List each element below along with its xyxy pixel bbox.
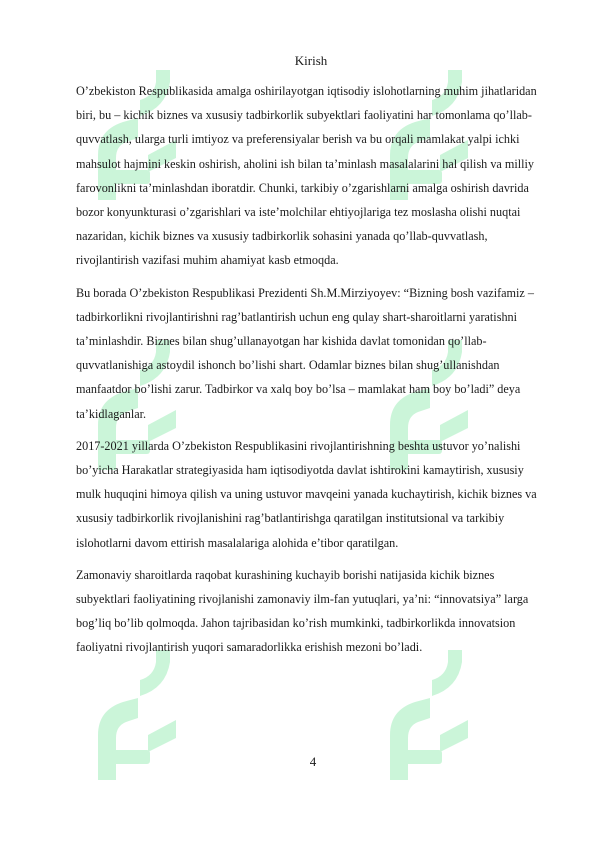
document-body [76, 52, 546, 668]
paragraph-2: Bu borada O’zbekiston Respublikasi Prezidenti Sh.M.Mirziyoyev: “Bizning bosh vazifamiz – tadbirkorlikni rivojlantirishni rag’batlantirish uchun eng qulay shart-sharoitlarni yaratishni ta’minlashdir. Biznes bilan shug’ullanayotgan har kishida davlat tomonidan qo’llab-quvvatlanishiga astoydil ishonch bo’lishi shart. Odamlar biznes bilan shug’ullanishdan manfaatdor bo’lishi zarur. Tadbirkor va xalq boy bo’lsa – mamlakat ham boy bo’ladi” deya ta’kidlaganlar. [76, 285, 534, 421]
paragraph-1: O’zbekiston Respublikasida amalga oshirilayotgan iqtisodiy islohotlarning muhim jihatlaridan biri, bu – kichik biznes va xususiy tadbirkorlik subyektlari faoliyatini har tomonlama qo’llab-quvvatlash, ularga turli imtiyoz va preferensiyalar berish va bu orqali mamlakat yalpi ichki mahsulot hajmini keskin oshirish, aholini ish bilan ta’minlash masalalarini hal qilish va milliy farovonlikni ta’minlashdan iboratdir. Chunki, tarkibiy o’zgarishlarni amalga oshirish davrida bozor konyunkturasi o’zgarishlari va iste’molchilar ehtiyojlariga tez moslasha olishi nuqtai nazaridan, kichik biznes va xususiy tadbirkorlik sohasini yanada qo’llab-quvvatlash, rivojlantirish vazifasi muhim ahamiyat kasb etmoqda. [76, 84, 537, 268]
document-title: Kirish [294, 53, 328, 68]
page-number: 4 [309, 754, 317, 769]
paragraph-4: Zamonaviy sharoitlarda raqobat kurashining kuchayib borishi natijasida kichik biznes subyektlari faoliyatining rivojlanishi zamonaviy ilm-fan yutuqlari, ya’ni: “innovatsiya” larga bog’liq bo’lib qolmoqda. Jahon tajribasidan ko’rish mumkinki, tadbirkorlikda innovatsion faoliyatni rivojlantirish yuqori samaradorlikka erishish mezoni bo’ladi. [76, 567, 529, 655]
paragraph-3: 2017-2021 yillarda O’zbekiston Respublikasini rivojlantirishning beshta ustuvor yo’nalishi bo’yicha Harakatlar strategiyasida ham iqtisodiyotda davlat ishtirokini kamaytirish, xususiy mulk huquqini himoya qilish va uning ustuvor mavqeini yanada kuchaytirish, kichik biznes va xususiy tadbirkorlik rivojlanishini rag’batlantirishga qaratilgan institutsional va tarkibiy islohotlarni davom ettirish masalalariga alohida e’tibor qaratilgan. [76, 438, 537, 550]
